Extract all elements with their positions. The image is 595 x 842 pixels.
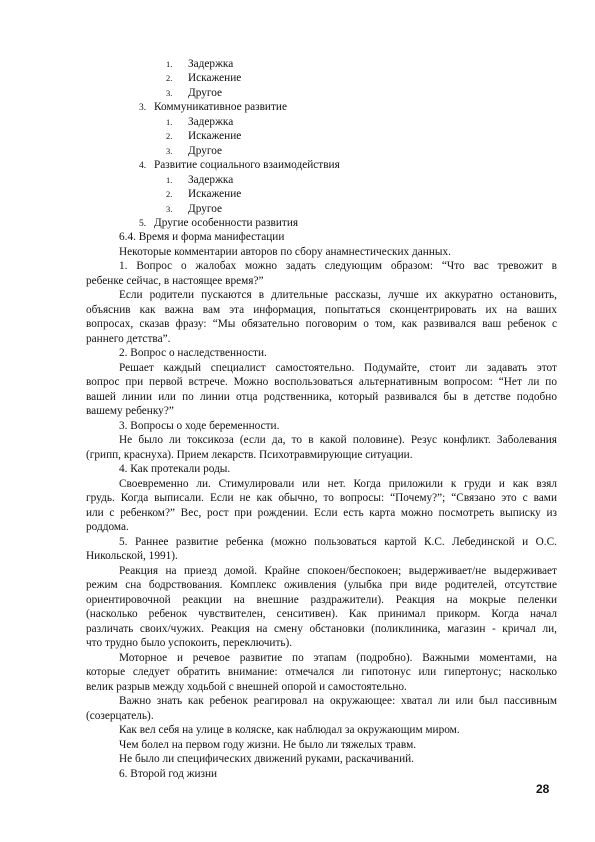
text-line: 3. Вопросы о ходе беременности. [119, 420, 280, 432]
text-line: что трудно было успокоить, переключить). [86, 637, 293, 649]
list-number: 2. [166, 131, 173, 141]
text-line: Решает каждый специалист самостоятельно. Подумайте, стоит ли задавать этот [119, 362, 557, 374]
list-item [166, 115, 233, 129]
text-line: 4. Как протекали роды. [119, 463, 231, 475]
text-line: (грипп, краснуха). Прием лекарств. Психотравмирующие ситуации. [86, 449, 413, 461]
text-line: вашему ребенку?” [86, 405, 174, 417]
text-line: Никольской, 1991). [86, 550, 178, 562]
list-text: Искажение [188, 188, 242, 200]
text-line: грудь. Когда выписали. Если не как обычно, то вопросы: “Почему?”; “Связано это с вами [86, 492, 557, 504]
list-number: 1. [166, 117, 173, 127]
list-text: Задержка [188, 58, 234, 70]
text-line: роддома. [86, 521, 129, 533]
text-line: или с ребенком?” Вес, рост при рождении. Если есть карта можно посмотреть выписку из [86, 507, 557, 519]
text-line: Реакция на приезд домой. Крайне спокоен/беспокоен; выдерживает/не выдерживает [119, 565, 557, 577]
text-line: различать своих/чужих. Реакция на смену обстановки (поликлиника, магазин - кричал ли, [86, 623, 557, 635]
list-number: 2. [166, 189, 173, 199]
list-number: 3. [166, 204, 173, 214]
section-heading: 6. Второй год жизни [119, 768, 218, 780]
list-item [166, 71, 241, 85]
text-line: (созерцатель). [86, 710, 154, 722]
list-text: Задержка [188, 174, 234, 186]
text-line: Как вел себя на улице в коляске, как наблюдал за окружающим миром. [119, 724, 460, 736]
text-line: 1. Вопрос о жалобах можно задать следующим образом: “Что вас тревожит в [119, 260, 557, 272]
list-number: 2. [166, 73, 173, 83]
text-line: Не было ли токсикоза (если да, то в какой половине). Резус конфликт. Заболевания [119, 434, 557, 446]
text-line: раннего детства”. [86, 333, 171, 345]
text-line: ребенке сейчас, в настоящее время?” [86, 275, 264, 287]
text-line: вопросах, сказав фразу: “Мы обязательно поговорим о том, как развивался ваш ребенок с [86, 318, 557, 330]
text-line: Не было ли специфических движений руками, раскачиваний. [119, 753, 415, 765]
list-item [166, 129, 241, 143]
text-line: (насколько ребенок чувствителен, сенситивен). Как принимал прикорм. Когда начал [86, 608, 557, 620]
text-line: 2. Вопрос о наследственности. [119, 347, 267, 359]
list-number: 5. [139, 219, 147, 229]
list-number: 4. [139, 161, 147, 171]
text-line: велик разрыв между ходьбой с внешней опорой и самостоятельно. [86, 681, 407, 693]
list-text: Искажение [188, 72, 242, 84]
text-line: Если родители пускаются в длительные рассказы, лучше их аккуратно остановить, [119, 289, 557, 301]
text-line: 5. Раннее развитие ребенка (можно пользоваться картой К.С. Лебединской и О.С. [119, 536, 557, 548]
text-line: режим сна бодрствования. Комплекс оживления (улыбка при виде родителей, отсутствие [86, 579, 557, 591]
page-number: 28 [536, 782, 550, 796]
list-item [139, 216, 298, 231]
list-item [166, 57, 233, 71]
list-text: Другое [188, 87, 223, 99]
list-item [139, 158, 340, 173]
list-item [166, 202, 222, 216]
text-line: Моторное и речевое развитие по этапам (подробно). Важными моментами, на [119, 652, 557, 664]
text-line: вопрос при первой встрече. Можно воспользоваться альтернативным вопросом: “Нет ли по [86, 376, 557, 388]
list-item [166, 187, 241, 201]
list-item [166, 144, 222, 158]
list-text: Другое [188, 203, 223, 215]
list-text: Коммуникативное развитие [154, 101, 287, 113]
list-number: 1. [166, 175, 173, 185]
section-heading: 6.4. Время и форма манифестации [119, 231, 285, 243]
list-item [139, 100, 287, 115]
text-line: Чем болел на первом году жизни. Не было ли тяжелых травм. [119, 739, 417, 751]
list-item [166, 86, 222, 100]
text-line: вашей линии или по линии отца родственника, который развивался бы в детстве подобно [86, 391, 557, 403]
list-number: 1. [166, 59, 173, 69]
text-line: ориентировочной реакции на внешние раздражители). Реакция на мокрые пеленки [86, 594, 557, 606]
text-line: Некоторые комментарии авторов по сбору анамнестических данных. [119, 246, 451, 258]
list-text: Развитие социального взаимодействия [154, 159, 340, 171]
list-number: 3. [166, 146, 173, 156]
text-line: объяснив как важна вам эта информация, попытаться сконцентрировать их на ваших [86, 304, 557, 316]
list-text: Искажение [188, 130, 242, 142]
text-line: которые следует обратить внимание: отмечался ли гипотонус или гипертонус; насколько [86, 666, 557, 678]
list-item [166, 173, 233, 187]
list-text: Задержка [188, 116, 234, 128]
list-text: Другое [188, 145, 223, 157]
list-number: 3. [166, 88, 173, 98]
list-text: Другие особенности развития [154, 217, 299, 229]
text-line: Своевременно ли. Стимулировали или нет. Когда приложили к груди и как взял [119, 478, 557, 490]
text-line: Важно знать как ребенок реагировал на окружающее: хватал ли или был пассивным [119, 695, 557, 707]
list-number: 3. [139, 103, 147, 113]
